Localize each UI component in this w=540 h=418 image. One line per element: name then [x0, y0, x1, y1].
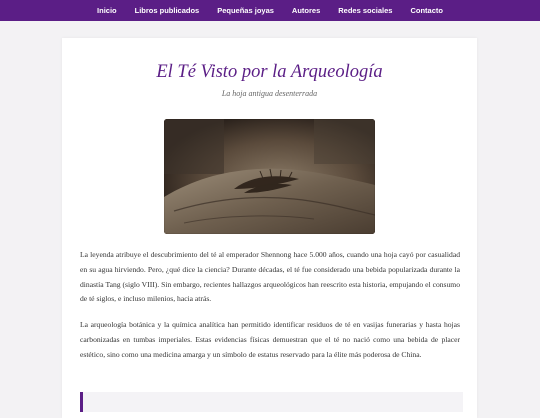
nav-libros-publicados[interactable]: Libros publicados: [134, 6, 200, 15]
hero-image: [164, 119, 375, 234]
fossil-leaf-image: [164, 119, 375, 234]
article-paragraph-2: La arqueología botánica y la química analítica han permitido identificar residuos de té en vasijas funerarias y hasta hojas carbonizadas en tumbas imperiales. Estas evidencias físicas demuestran que el té no nació como una bebida de placer estético, sino como una medicina amarga y un símbolo de estatus reservado para la élite más poderosa de China.: [80, 320, 460, 359]
nav-pequenas-joyas[interactable]: Pequeñas joyas: [217, 6, 274, 15]
article-card: [62, 38, 477, 418]
page-title: El Té Visto por la Arqueología: [156, 62, 383, 82]
article-paragraph-1: La leyenda atribuye el descubrimiento del té al emperador Shennong hace 5.000 años, cuando una hoja cayó por casualidad en su agua hirviendo. Pero, ¿qué dice la ciencia? Durante décadas, el té fue considerado una bebida popularizada durante la dinastía Tang (siglo VIII). Sin embargo, recientes hallazgos arqueológicos han reescrito esta historia, empujando el consumo de té siglos, e incluso milenios, hacia atrás.: [80, 250, 460, 304]
blockquote: [80, 392, 463, 412]
nav-redes-sociales[interactable]: Redes sociales: [338, 6, 393, 15]
page-subtitle: La hoja antigua desenterrada: [221, 89, 318, 98]
nav-autores[interactable]: Autores: [291, 6, 321, 15]
nav-contacto[interactable]: Contacto: [410, 6, 443, 15]
top-navigation: [0, 0, 540, 21]
nav-inicio[interactable]: Inicio: [97, 6, 117, 15]
